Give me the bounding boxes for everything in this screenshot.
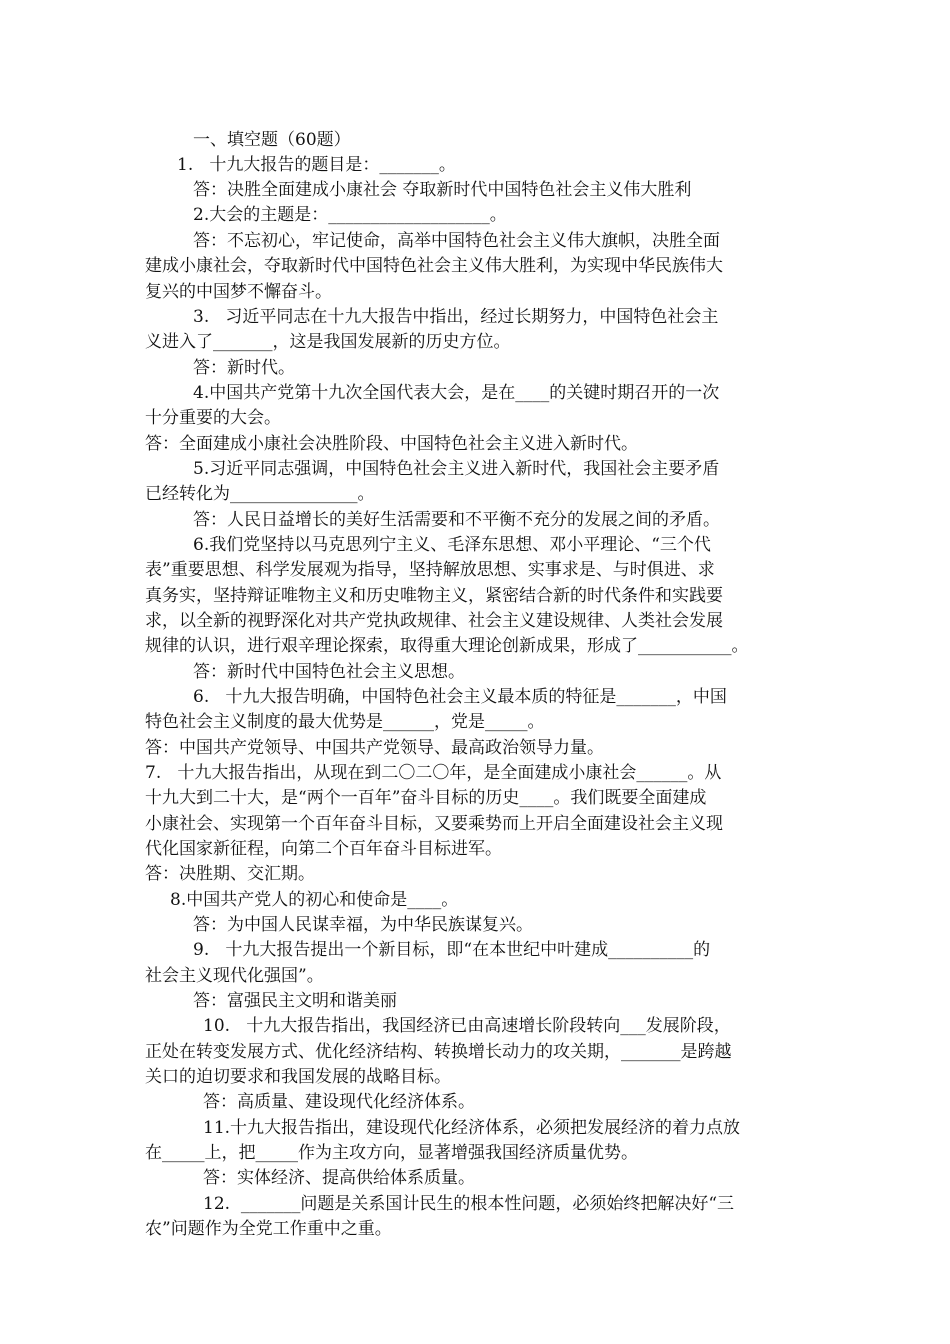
question-7-line-4: 代化国家新征程，向第二个百年奋斗目标进军。 xyxy=(145,839,502,859)
answer-4: 答：全面建成小康社会决胜阶段、中国特色社会主义进入新时代。 xyxy=(145,434,638,454)
answer-3: 答：新时代。 xyxy=(193,358,295,378)
question-6-line-2: 表”重要思想、科学发展观为指导，坚持解放思想、实事求是、与时俱进、求 xyxy=(145,560,715,580)
answer-6: 答：新时代中国特色社会主义思想。 xyxy=(193,662,465,682)
question-6-line-5: 规律的认识，进行艰辛理论探索，取得重大理论创新成果，形成了___________。 xyxy=(145,636,749,656)
question-2: 2.大会的主题是：___________________。 xyxy=(193,205,507,225)
question-3-line-1: 3. 习近平同志在十九大报告中指出，经过长期努力，中国特色社会主 xyxy=(193,307,719,327)
question-10-line-2: 正处在转变发展方式、优化经济结构、转换增长动力的攻关期，_______是跨越 xyxy=(145,1042,732,1062)
question-1: 1. 十九大报告的题目是：_______。 xyxy=(177,155,456,175)
question-11-line-2: 在_____上，把_____作为主攻方向，显著增强我国经济质量优势。 xyxy=(145,1143,638,1163)
answer-7: 答：决胜期、交汇期。 xyxy=(145,864,315,884)
question-8: 8.中国共产党人的初心和使命是____。 xyxy=(170,890,459,910)
answer-9: 答：富强民主文明和谐美丽 xyxy=(193,991,397,1011)
question-7-line-3: 小康社会、实现第一个百年奋斗目标，又要乘势而上开启全面建设社会主义现 xyxy=(145,814,723,834)
question-6-line-1: 6.我们党坚持以马克思列宁主义、毛泽东思想、邓小平理论、“三个代 xyxy=(193,535,711,555)
answer-8: 答：为中国人民谋幸福，为中华民族谋复兴。 xyxy=(193,915,533,935)
question-12-line-2: 农”问题作为全党工作重中之重。 xyxy=(145,1219,392,1239)
question-12-line-1: 12. _______问题是关系国计民生的根本性问题，必须始终把解决好“三 xyxy=(203,1194,735,1214)
question-4-line-1: 4.中国共产党第十九次全国代表大会，是在____的关键时期召开的一次 xyxy=(193,383,720,403)
answer-2-line-2: 建成小康社会，夺取新时代中国特色社会主义伟大胜利，为实现中华民族伟大 xyxy=(145,256,723,276)
question-5-line-2: 已经转化为_______________。 xyxy=(145,484,375,504)
question-11-line-1: 11.十九大报告指出，建设现代化经济体系，必须把发展经济的着力点放 xyxy=(203,1118,741,1138)
question-9-line-2: 社会主义现代化强国”。 xyxy=(145,966,324,986)
answer-2-line-1: 答：不忘初心，牢记使命，高举中国特色社会主义伟大旗帜，决胜全面 xyxy=(193,231,720,251)
question-4-line-2: 十分重要的大会。 xyxy=(145,408,281,428)
question-7-line-1: 7. 十九大报告指出，从现在到二〇二〇年，是全面建成小康社会______。从 xyxy=(145,763,722,783)
answer-6b: 答：中国共产党领导、中国共产党领导、最高政治领导力量。 xyxy=(145,738,604,758)
question-3-line-2: 义进入了_______，这是我国发展新的历史方位。 xyxy=(145,332,511,352)
question-6b-line-2: 特色社会主义制度的最大优势是______，党是_____。 xyxy=(145,712,545,732)
question-10-line-3: 关口的迫切要求和我国发展的战略目标。 xyxy=(145,1067,451,1087)
question-5-line-1: 5.习近平同志强调，中国特色社会主义进入新时代，我国社会主要矛盾 xyxy=(193,459,720,479)
question-6b-line-1: 6. 十九大报告明确，中国特色社会主义最本质的特征是_______，中国 xyxy=(193,687,727,707)
answer-1: 答：决胜全面建成小康社会 夺取新时代中国特色社会主义伟大胜利 xyxy=(193,180,692,200)
answer-10: 答：高质量、建设现代化经济体系。 xyxy=(203,1092,475,1112)
question-10-line-1: 10. 十九大报告指出，我国经济已由高速增长阶段转向___发展阶段， xyxy=(203,1016,731,1036)
answer-11: 答：实体经济、提高供给体系质量。 xyxy=(203,1168,475,1188)
question-6-line-4: 求，以全新的视野深化对共产党执政规律、社会主义建设规律、人类社会发展 xyxy=(145,611,723,631)
answer-2-line-3: 复兴的中国梦不懈奋斗。 xyxy=(145,282,332,302)
question-6-line-3: 真务实，坚持辩证唯物主义和历史唯物主义，紧密结合新的时代条件和实践要 xyxy=(145,586,723,606)
question-7-line-2: 十九大到二十大，是“两个一百年”奋斗目标的历史____。我们既要全面建成 xyxy=(145,788,707,808)
question-9-line-1: 9. 十九大报告提出一个新目标，即“在本世纪中叶建成__________的 xyxy=(193,940,711,960)
section-heading: 一、填空题（60题） xyxy=(193,130,351,150)
answer-5: 答：人民日益增长的美好生活需要和不平衡不充分的发展之间的矛盾。 xyxy=(193,510,720,530)
